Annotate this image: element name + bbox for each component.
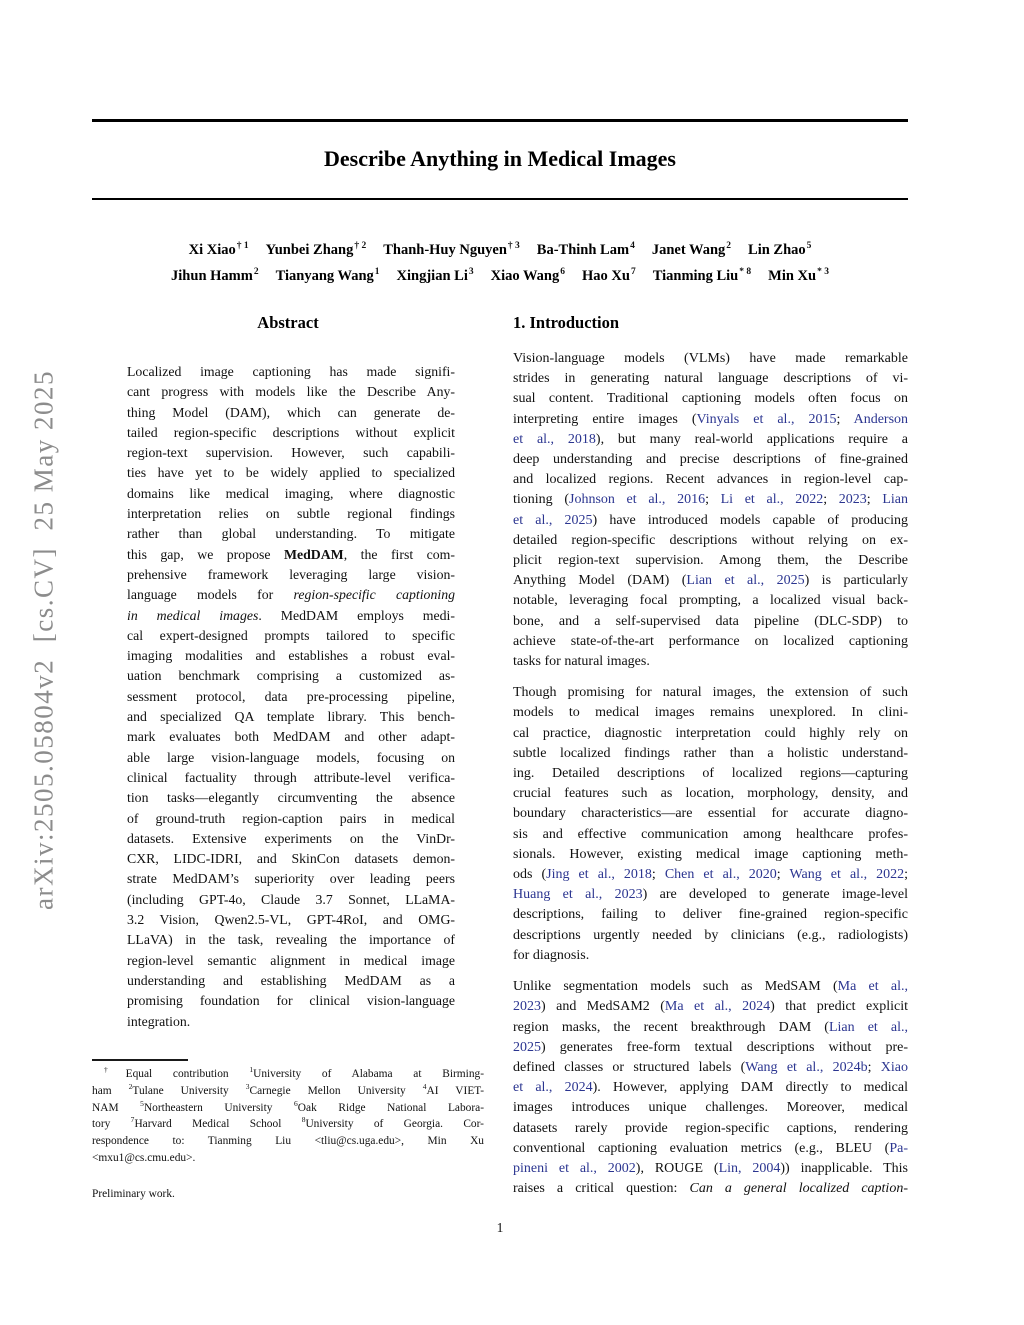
text-segment: uation benchmark comprising a customized as-: [127, 668, 455, 684]
text-line: [513, 369, 908, 389]
text-segment: region-specific captioning: [293, 587, 455, 603]
text-segment: Anything Model (DAM) (: [513, 573, 687, 589]
author-name: Tianming Liu: [652, 267, 739, 284]
text-line: [513, 997, 908, 1017]
text-segment: clinical factuality through attribute-level verifica-: [127, 769, 455, 785]
text-line: [513, 1038, 908, 1058]
author-name: Tianyang Wang: [275, 267, 374, 284]
text-segment: ;: [904, 867, 909, 883]
text-segment: Equal contribution: [125, 1068, 250, 1080]
citation-link[interactable]: Ma et al., 2024: [664, 999, 771, 1015]
text-segment: rather than global understanding. To mitigate: [127, 526, 455, 542]
text-line: [513, 1018, 908, 1038]
text-line: [513, 591, 908, 611]
author-affiliation-superscript: * 8: [739, 266, 752, 277]
text-line: [92, 1133, 484, 1150]
text-line: [127, 463, 455, 483]
text-line: [513, 410, 908, 430]
text-line: [513, 389, 908, 409]
text-line: [127, 443, 455, 463]
text-line: [127, 748, 455, 768]
text-segment: strides in generating natural language descriptions of vi-: [513, 371, 908, 387]
arxiv-watermark: arXiv:2505.05804v2 [cs.CV] 25 May 2025: [28, 370, 59, 910]
text-segment: ing. Detailed descriptions of localized regions—capturing: [513, 766, 908, 782]
text-line: [513, 470, 908, 490]
text-line: [513, 349, 908, 369]
author: [276, 262, 380, 288]
text-segment: tasks for natural images.: [513, 654, 650, 670]
text-line: [127, 991, 455, 1011]
text-line: [513, 905, 908, 925]
citation-link[interactable]: Li et al., 2022: [720, 492, 824, 508]
author-affiliation-superscript: 7: [630, 266, 636, 277]
text-segment: region-text supervision. However, such capabili-: [127, 445, 455, 461]
text-line: [127, 849, 455, 869]
text-segment: tailed region-specific descriptions without explicit: [127, 424, 455, 440]
text-line: [513, 724, 908, 744]
text-line: [127, 484, 455, 504]
author-name: Janet Wang: [651, 242, 726, 258]
text-line: [127, 707, 455, 727]
footnote: [92, 1066, 484, 1167]
text-segment: plicit region-text supervision. Among them, the Describe: [513, 553, 908, 569]
text-segment: ) have introduced models capable of producing: [592, 512, 908, 528]
text-line: [513, 551, 908, 571]
right-column: [513, 313, 908, 1199]
text-line: [513, 683, 908, 703]
author-name: Xi Xiao: [188, 242, 236, 258]
abstract-heading: Abstract: [257, 313, 319, 332]
text-line: [127, 382, 455, 402]
text-segment: achieve state-of-the-art performance on localized captioning: [513, 633, 908, 649]
text-line: [513, 571, 908, 591]
text-segment: 3.2 Vision, Qwen2.5-VL, GPT-4RoI, and OMG-: [127, 912, 455, 928]
text-line: [127, 971, 455, 991]
text-segment: ). However, applying DAM directly to medical: [592, 1080, 908, 1096]
citation-link[interactable]: Huang et al., 2023: [513, 887, 643, 903]
author-affiliation-superscript: † 3: [507, 241, 520, 251]
citation-link[interactable]: Pa-: [889, 1140, 908, 1156]
text-line: [513, 632, 908, 652]
text-line: [513, 490, 908, 510]
text-segment: MedDAM: [283, 546, 344, 562]
text-segment: University of Alabama at Birming-: [253, 1068, 485, 1080]
text-segment: language models for: [127, 587, 294, 603]
text-segment: Harvard Medical School: [134, 1118, 302, 1131]
text-segment: and specialized QA template library. This bench-: [127, 709, 455, 725]
text-segment: ), ROUGE (: [635, 1160, 719, 1176]
text-line: [127, 727, 455, 747]
paragraph: [513, 977, 908, 1199]
text-segment: strate MedDAM’s superiority over leading peers: [127, 871, 455, 887]
text-segment: Can a general localized caption-: [689, 1181, 908, 1197]
citation-link[interactable]: et al., 2018: [513, 431, 596, 447]
author: [582, 262, 636, 288]
author: [748, 236, 811, 262]
text-line: [127, 910, 455, 930]
text-segment: defined classes or structured labels (: [513, 1059, 746, 1075]
author: [189, 236, 249, 262]
author-name: Xiao Wang: [490, 267, 560, 284]
paper-title: Describe Anything in Medical Images: [324, 146, 676, 171]
paragraph: [513, 349, 908, 672]
text-segment: Northeastern University: [143, 1101, 295, 1114]
text-line: [127, 606, 455, 626]
text-segment: domains like medical imaging, where diagnostic: [127, 485, 455, 501]
preliminary-note: Preliminary work.: [92, 1188, 175, 1200]
author-name: Xingjian Li: [396, 267, 468, 284]
text-segment: notable, leveraging focal prompting, a localized visual back-: [513, 593, 908, 609]
author-affiliation-superscript: 3: [468, 266, 474, 277]
superscript: †: [104, 1065, 126, 1075]
author-block: [92, 236, 908, 287]
text-segment: ;: [823, 492, 839, 508]
citation-link[interactable]: Lian: [882, 492, 908, 508]
text-segment: conventional captioning evaluation metrics (e.g., BLEU (: [513, 1140, 890, 1156]
text-segment: cant progress with models like the Describe Any-: [127, 384, 455, 400]
text-segment: , the first com-: [343, 546, 455, 562]
author: [383, 236, 520, 262]
text-segment: CXR, LIDC-IDRI, and SkinCon datasets demon-: [127, 851, 455, 867]
citation-link[interactable]: Anderson: [853, 411, 909, 427]
citation-link[interactable]: pineni et al., 2002: [513, 1160, 636, 1176]
text-line: [513, 430, 908, 450]
author: [768, 262, 829, 288]
text-line: [127, 585, 455, 605]
superscript: 4: [422, 1082, 427, 1091]
left-column: [92, 313, 484, 1032]
citation-link[interactable]: 2023: [838, 492, 867, 508]
text-line: [92, 1100, 484, 1117]
text-segment: mark evaluates both MedDAM and other adapt-: [127, 729, 455, 745]
text-segment: tion tasks—elegantly circumventing the absence: [127, 790, 455, 806]
text-line: [513, 612, 908, 632]
text-line: [513, 450, 908, 470]
text-segment: imaging modalities and establishes a robust eval-: [127, 648, 455, 664]
text-line: [513, 1119, 908, 1139]
introduction-heading: 1. Introduction: [513, 313, 620, 332]
text-line: [513, 804, 908, 824]
author-affiliation-superscript: 2: [253, 266, 259, 277]
paragraph: [513, 683, 908, 966]
superscript: 3: [245, 1082, 250, 1091]
author-affiliation-superscript: † 2: [354, 241, 367, 251]
text-segment: ham: [92, 1084, 129, 1097]
text-segment: deep understanding and precise descriptions of fine-grained: [513, 452, 908, 468]
text-segment: models to medical images remains unexplored. In clini-: [513, 705, 908, 721]
author-affiliation-superscript: 6: [560, 266, 565, 277]
text-segment: tioning (: [513, 492, 569, 508]
citation-link[interactable]: Xiao: [880, 1059, 909, 1075]
text-line: [127, 646, 455, 666]
text-line: [127, 666, 455, 686]
text-line: [127, 504, 455, 524]
author-affiliation-superscript: 5: [806, 241, 812, 251]
text-segment: sual content. Traditional captioning models often focus on: [513, 391, 908, 407]
text-line: [513, 865, 908, 885]
header-rule-bottom: [92, 198, 908, 200]
text-segment: ties have yet to be widely applied to specialized: [127, 465, 455, 481]
text-segment: ;: [867, 1059, 881, 1075]
text-line: [513, 977, 908, 997]
text-segment: ), but many real-world applications require a: [595, 431, 908, 447]
text-segment: ;: [705, 492, 721, 508]
superscript: 6: [294, 1098, 298, 1108]
text-segment: descriptions urgently needed by clinicians (e.g., radiologists): [513, 927, 908, 943]
author-name: Min Xu: [768, 267, 817, 284]
text-segment: thing Model (DAM), which can generate de-: [127, 404, 455, 420]
text-segment: Tulane University: [132, 1084, 246, 1097]
citation-link[interactable]: Lin, 2004: [718, 1160, 781, 1176]
text-segment: ) and MedSAM2 (: [541, 999, 665, 1015]
text-segment: Oak Ridge National Labora-: [297, 1101, 484, 1114]
author-name: Ba-Thinh Lam: [536, 242, 630, 258]
text-segment: Though promising for natural images, the extension of such: [513, 685, 908, 701]
text-segment: <mxu1@cs.cmu.edu>.: [92, 1151, 196, 1164]
author-affiliation-superscript: 2: [726, 241, 732, 251]
text-segment: subtle localized findings rather than a holistic understand-: [513, 745, 908, 761]
text-segment: ) generates free-form textual descriptions without pre-: [541, 1039, 908, 1055]
text-line: [127, 951, 455, 971]
text-segment: )) inapplicable. This: [780, 1160, 908, 1176]
author: [537, 236, 635, 262]
page-number: 1: [496, 1220, 504, 1235]
author: [266, 236, 367, 262]
text-line: [127, 930, 455, 950]
text-segment: bone, and a self-supervised data pipeline (DLC-SDP) to: [513, 613, 908, 629]
text-segment: University of Georgia. Cor-: [305, 1118, 484, 1131]
text-line: [513, 845, 908, 865]
text-segment: and localized regions. Recent advances in region-level cap-: [513, 472, 908, 488]
text-line: [92, 1150, 484, 1167]
author: [491, 262, 565, 288]
text-segment: able large vision-language models, focusing on: [127, 749, 455, 765]
text-line: [513, 825, 908, 845]
text-segment: ) that predict explicit: [770, 999, 909, 1015]
citation-link[interactable]: 2023: [513, 999, 541, 1015]
text-segment: ;: [776, 867, 790, 883]
text-line: [513, 1078, 908, 1098]
text-line: [513, 652, 908, 672]
text-line: [513, 764, 908, 784]
author-line-2: [92, 262, 908, 288]
text-segment: interpretation relies on subtle regional findings: [127, 506, 455, 522]
text-line: [513, 926, 908, 946]
author-name: Yunbei Zhang: [265, 242, 354, 258]
abstract-body: [127, 362, 455, 1032]
text-line: [92, 1083, 484, 1100]
text-segment: datasets. Extensive experiments on the VinDr-: [127, 830, 455, 846]
text-segment: sionals. However, existing medical image captioning meth-: [513, 846, 908, 862]
text-segment: interpreting entire images (: [513, 411, 697, 427]
citation-link[interactable]: Jing et al., 2018: [546, 867, 652, 883]
text-line: [127, 362, 455, 382]
superscript: 1: [249, 1065, 254, 1075]
text-segment: datasets rarely provide region-specific captions, rendering: [513, 1120, 908, 1136]
text-segment: LLaVA) in the task, revealing the importance of: [127, 932, 455, 948]
text-segment: tory: [92, 1118, 131, 1131]
citation-link[interactable]: 2025: [513, 1039, 541, 1055]
text-segment: Localized image captioning has made signifi-: [127, 364, 455, 379]
citation-link[interactable]: et al., 2024: [513, 1080, 593, 1096]
author-name: Thanh-Huy Nguyen: [383, 242, 507, 258]
text-segment: ;: [651, 867, 665, 883]
text-segment: NAM: [92, 1101, 141, 1114]
author-name: Lin Zhao: [748, 242, 806, 258]
text-segment: ods (: [513, 867, 547, 883]
text-segment: ;: [836, 411, 854, 427]
footnote-rule: [92, 1059, 188, 1061]
author: [652, 236, 731, 262]
text-line: [513, 784, 908, 804]
author: [397, 262, 474, 288]
citation-link[interactable]: Chen et al., 2020: [664, 867, 777, 883]
text-segment: ;: [866, 492, 883, 508]
text-segment: respondence to: Tianming Liu <tliu@cs.uga.edu>, Min Xu: [92, 1135, 484, 1148]
text-line: [513, 703, 908, 723]
text-segment: Carnegie Mellon University: [249, 1084, 423, 1097]
text-segment: region masks, the recent breakthrough DAM (: [513, 1019, 829, 1035]
text-segment: cal practice, diagnostic interpretation could highly rely on: [513, 725, 908, 741]
superscript: 8: [301, 1115, 306, 1125]
text-line: [513, 1179, 908, 1199]
header-rule-top: [92, 119, 908, 122]
citation-link[interactable]: Lian et al.,: [828, 1019, 908, 1035]
text-line: [127, 565, 455, 585]
text-segment: Unlike segmentation models such as MedSAM (: [513, 979, 838, 995]
text-segment: sis and effective communication among healthcare profes-: [513, 826, 908, 842]
text-segment: cal expert-designed prompts tailored to specific: [127, 627, 455, 643]
text-segment: this gap, we propose: [127, 546, 284, 562]
author-affiliation-superscript: * 3: [817, 266, 829, 277]
text-segment: ) are developed to generate image-level: [642, 887, 909, 903]
text-segment: ) is particularly: [804, 573, 908, 589]
text-segment: descriptions, failing to deliver fine-grained region-specific: [513, 907, 908, 923]
author-affiliation-superscript: 4: [630, 241, 635, 251]
text-segment: raises a critical question:: [513, 1181, 690, 1197]
author: [653, 262, 751, 288]
text-segment: sessment protocol, data pre-processing pipeline,: [127, 688, 455, 704]
text-line: [513, 744, 908, 764]
text-line: [513, 885, 908, 905]
text-line: [127, 788, 455, 808]
author-affiliation-superscript: † 1: [236, 241, 249, 251]
author: [171, 262, 259, 288]
text-segment: prehensive framework leveraging large vision-: [127, 566, 455, 582]
text-segment: (including GPT-4o, Claude 3.7 Sonnet, LLaMA-: [127, 891, 455, 907]
text-segment: AI VIET-: [426, 1084, 484, 1097]
author-name: Jihun Hamm: [171, 267, 253, 284]
text-segment: crucial features such as location, morphology, density, and: [513, 786, 908, 802]
citation-link[interactable]: Vinyals et al., 2015: [696, 411, 837, 427]
author-affiliation-superscript: 1: [374, 266, 380, 277]
text-segment: for diagnosis.: [513, 947, 590, 963]
text-line: [127, 1012, 455, 1032]
text-segment: images introduces unique challenges. Moreover, medical: [513, 1100, 908, 1116]
text-segment: understanding and establishing MedDAM as a: [127, 972, 455, 988]
text-line: [513, 1139, 908, 1159]
text-line: [513, 1098, 908, 1118]
text-line: [127, 687, 455, 707]
citation-link[interactable]: Ma et al.,: [837, 979, 908, 995]
author-line-1: [92, 236, 908, 262]
text-segment: Vision-language models (VLMs) have made remarkable: [513, 351, 908, 366]
text-segment: boundary characteristics—are essential for accurate diagno-: [513, 806, 908, 822]
text-segment: promising foundation for clinical vision-language: [127, 993, 455, 1009]
text-segment: integration.: [127, 1013, 191, 1029]
text-line: [513, 531, 908, 551]
text-line: [92, 1116, 484, 1133]
text-line: [513, 1159, 908, 1179]
text-segment: . MedDAM employs medi-: [258, 607, 455, 623]
text-line: [513, 511, 908, 531]
citation-link[interactable]: et al., 2025: [513, 512, 593, 528]
text-segment: in medical images: [127, 607, 259, 623]
text-line: [127, 890, 455, 910]
superscript: 2: [128, 1082, 133, 1091]
citation-link[interactable]: Johnson et al., 2016: [569, 492, 706, 508]
text-line: [127, 423, 455, 443]
superscript: 7: [130, 1115, 135, 1125]
text-line: [92, 1066, 484, 1083]
superscript: 5: [140, 1098, 144, 1108]
text-line: [127, 545, 455, 565]
citation-link[interactable]: Lian et al., 2025: [686, 573, 805, 589]
text-line: [513, 946, 908, 966]
text-line: [127, 626, 455, 646]
text-line: [127, 829, 455, 849]
introduction-body: [513, 349, 908, 1199]
text-line: [127, 403, 455, 423]
text-line: [127, 809, 455, 829]
text-segment: region-level semantic alignment in medical image: [127, 952, 455, 968]
citation-link[interactable]: Wang et al., 2024b: [745, 1059, 868, 1075]
citation-link[interactable]: Wang et al., 2022: [789, 867, 905, 883]
text-line: [127, 524, 455, 544]
text-segment: of ground-truth region-caption pairs in medical: [127, 810, 455, 826]
text-segment: detailed region-specific descriptions without relying on ex-: [513, 532, 908, 548]
text-line: [513, 1058, 908, 1078]
author-name: Hao Xu: [581, 267, 630, 284]
text-line: [127, 869, 455, 889]
text-line: [127, 768, 455, 788]
